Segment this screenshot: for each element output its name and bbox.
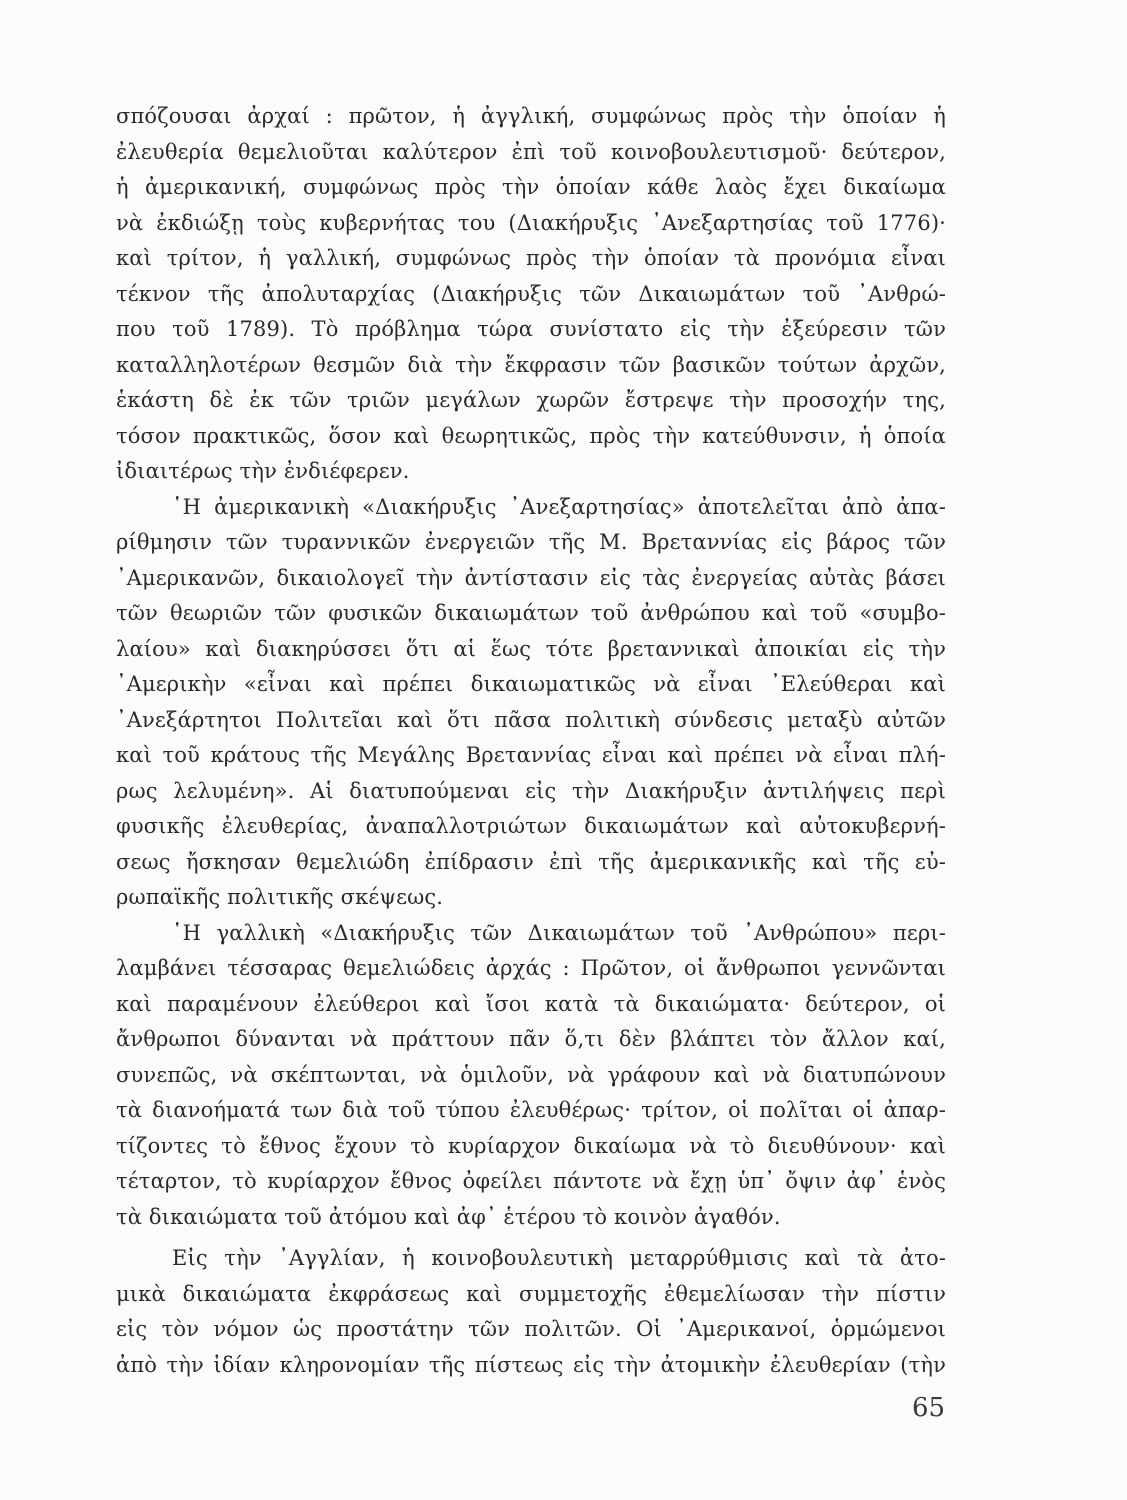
text-line: ῾Η ἀμερικανικὴ «Διακήρυξις ᾿Ανεξαρτησίας» ἀποτελεῖται ἀπὸ ἀπα- <box>172 494 946 519</box>
text-line: ᾿Αμερικὴν «εἶναι καὶ πρέπει δικαιωματικῶς νὰ εἶναι ᾿Ελεύθεραι καὶ <box>116 672 946 696</box>
paragraph <box>116 1241 946 1383</box>
text-line: καὶ παραμένουν ἐλεύθεροι καὶ ἴσοι κατὰ τὰ δικαιώματα· δεύτερον, οἱ <box>116 991 946 1016</box>
text-line: τῶν θεωριῶν τῶν φυσικῶν δικαιωμάτων τοῦ ἀνθρώπου καὶ τοῦ «συμβο- <box>116 601 946 625</box>
text-line: συνεπῶς, νὰ σκέπτωνται, νὰ ὁμιλοῦν, νὰ γράφουν καὶ νὰ διατυπώνουν <box>116 1062 946 1087</box>
text-line: ρως λελυμένη». Αἱ διατυπούμεναι εἰς τὴν Διακήρυξιν ἀντιλήψεις περὶ <box>116 778 946 803</box>
text-line: ἐλευθερία θεμελιοῦται καλύτερον ἐπὶ τοῦ κοινοβουλευτισμοῦ· δεύτερον, <box>116 139 946 164</box>
text-line: ᾿Ανεξάρτητοι Πολιτεῖαι καὶ ὅτι πᾶσα πολιτικὴ σύνδεσις μεταξὺ αὐτῶν <box>116 707 946 732</box>
text-line: σεως ἤσκησαν θεμελιώδη ἐπίδρασιν ἐπὶ τῆς ἀμερικανικῆς καὶ τῆς εὐ- <box>116 849 946 874</box>
text-line: που τοῦ 1789). Τὸ πρόβλημα τώρα συνίστατο εἰς τὴν ἐξεύρεσιν τῶν <box>116 317 946 341</box>
text-line: ἡ ἀμερικανική, συμφώνως πρὸς τὴν ὁποίαν κάθε λαὸς ἔχει δικαίωμα <box>116 175 946 199</box>
text-line: φυσικῆς ἐλευθερίας, ἀναπαλλοτριώτων δικαιωμάτων καὶ αὐτοκυβερνή- <box>116 814 946 838</box>
text-line: ἰδιαιτέρως τὴν ἐνδιέφερεν. <box>116 459 410 483</box>
text-line: ἀπὸ τὴν ἰδίαν κληρονομίαν τῆς πίστεως εἰς τὴν ἀτομικὴν ἐλευθερίαν (τὴν <box>116 1352 946 1377</box>
text-line: καταλληλοτέρων θεσμῶν διὰ τὴν ἔκφρασιν τῶν βασικῶν τούτων ἀρχῶν, <box>116 352 946 377</box>
text-line: ᾿Αμερικανῶν, δικαιολογεῖ τὴν ἀντίστασιν εἰς τὰς ἐνεργείας αὐτὰς βάσει <box>116 565 946 590</box>
text-line: τὰ διανοήματά των διὰ τοῦ τύπου ἐλευθέρως· τρίτον, οἱ πολῖται οἱ ἀπαρ- <box>116 1098 946 1122</box>
text-line: ῾Η γαλλικὴ «Διακήρυξις τῶν Δικαιωμάτων τοῦ ᾿Ανθρώπου» περι- <box>172 920 946 945</box>
text-line: τίζοντες τὸ ἔθνος ἔχουν τὸ κυρίαρχον δικαίωμα νὰ τὸ διευθύνουν· καὶ <box>116 1133 946 1158</box>
text-line: ρωπαϊκῆς πολιτικῆς σκέψεως. <box>116 885 444 909</box>
text-line: ἄνθρωποι δύνανται νὰ πράττουν πᾶν ὅ,τι δὲν βλάπτει τὸν ἄλλον καί, <box>116 1027 946 1051</box>
text-line: εἰς τὸν νόμον ὡς προστάτην τῶν πολιτῶν. Οἱ ᾿Αμερικανοί, ὁρμώμενοι <box>116 1317 946 1341</box>
text-line: ρίθμησιν τῶν τυραννικῶν ἐνεργειῶν τῆς Μ. Βρεταννίας εἰς βάρος τῶν <box>116 530 946 554</box>
body-text <box>116 99 946 1383</box>
text-line: Εἰς τὴν ᾿Αγγλίαν, ἡ κοινοβουλευτικὴ μεταρρύθμισις καὶ τὰ ἀτο- <box>172 1246 946 1270</box>
text-line: σπόζουσαι ἀρχαί : πρῶτον, ἡ ἀγγλική, συμφώνως πρὸς τὴν ὁποίαν ἡ <box>116 104 946 128</box>
text-line: τέκνον τῆς ἀπολυταρχίας (Διακήρυξις τῶν Δικαιωμάτων τοῦ ᾿Ανθρώ- <box>116 281 946 306</box>
text-line: μικὰ δικαιώματα ἐκφράσεως καὶ συμμετοχῆς ἐθεμελίωσαν τὴν πίστιν <box>116 1281 946 1306</box>
text-line: ἑκάστη δὲ ἐκ τῶν τριῶν μεγάλων χωρῶν ἔστρεψε τὴν προσοχήν της, <box>116 388 946 412</box>
text-line: νὰ ἐκδιώξῃ τοὺς κυβερνήτας του (Διακήρυξις ᾿Ανεξαρτησίας τοῦ 1776)· <box>116 210 946 235</box>
text-line: τὰ δικαιώματα τοῦ ἀτόμου καὶ ἀφ᾿ ἑτέρου τὸ κοινὸν ἀγαθόν. <box>116 1204 781 1229</box>
text-line: τόσον πρακτικῶς, ὅσον καὶ θεωρητικῶς, πρὸς τὴν κατεύθυνσιν, ἡ ὁποία <box>116 423 946 448</box>
paragraph <box>116 916 946 1236</box>
text-line: λαμβάνει τέσσαρας θεμελιώδεις ἀρχάς : Πρῶτον, οἱ ἄνθρωποι γεννῶνται <box>116 956 946 980</box>
text-line: καὶ τρίτον, ἡ γαλλική, συμφώνως πρὸς τὴν ὁποίαν τὰ προνόμια εἶναι <box>116 246 946 270</box>
text-line: καὶ τοῦ κράτους τῆς Μεγάλης Βρεταννίας εἶναι καὶ πρέπει νὰ εἶναι πλή- <box>116 743 946 767</box>
paragraph <box>116 490 946 916</box>
text-line: λαίου» καὶ διακηρύσσει ὅτι αἱ ἕως τότε βρεταννικαὶ ἀποικίαι εἰς τὴν <box>116 636 946 661</box>
paragraph <box>116 99 946 490</box>
text-line: τέταρτον, τὸ κυρίαρχον ἔθνος ὀφείλει πάντοτε νὰ ἔχῃ ὑπ᾿ ὄψιν ἀφ᾿ ἑνὸς <box>116 1169 946 1193</box>
page-number: 65 <box>912 1393 946 1423</box>
